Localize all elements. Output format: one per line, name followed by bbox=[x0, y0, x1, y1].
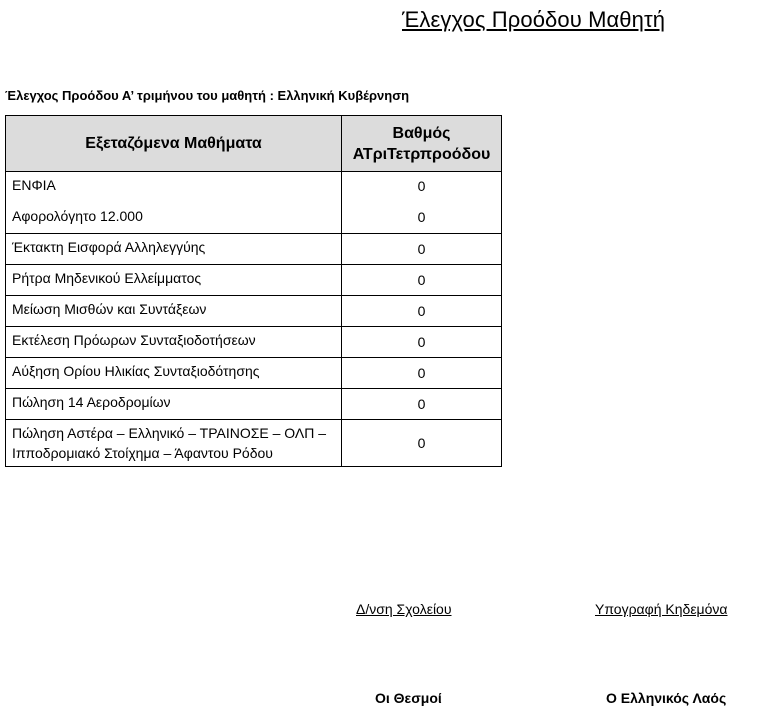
subject-cell: Εκτέλεση Πρόωρων Συνταξιοδοτήσεων bbox=[6, 327, 342, 358]
table-row bbox=[6, 172, 502, 201]
subject-cell: Ρήτρα Μηδενικού Ελλείμματος bbox=[6, 265, 342, 296]
table-row bbox=[6, 234, 502, 265]
subject-cell: ΕΝΦΙΑ bbox=[6, 172, 342, 201]
grade-cell: 0 bbox=[342, 265, 502, 296]
grade-cell: 0 bbox=[342, 234, 502, 265]
grade-header-line2: ΑΤριΤετρπροόδου bbox=[352, 145, 491, 163]
table-row bbox=[6, 200, 502, 234]
school-director-name: Οι Θεσμοί bbox=[375, 690, 442, 706]
progress-table bbox=[5, 115, 502, 467]
grade-column-header bbox=[342, 116, 502, 172]
table-row bbox=[6, 265, 502, 296]
grade-cell: 0 bbox=[342, 327, 502, 358]
table-row bbox=[6, 358, 502, 389]
subject-cell: Μείωση Μισθών και Συντάξεων bbox=[6, 296, 342, 327]
subject-cell: Πώληση Αστέρα – Ελληνικό – ΤΡΑΙΝΟΣΕ – ΟΛΠ – Ιπποδρομιακό Στοίχημα – Άφαντου Ρόδου bbox=[6, 420, 342, 467]
table-row bbox=[6, 389, 502, 420]
grade-cell: 0 bbox=[342, 389, 502, 420]
table-row bbox=[6, 327, 502, 358]
subject-cell: Αύξηση Ορίου Ηλικίας Συνταξιοδότησης bbox=[6, 358, 342, 389]
grade-cell: 0 bbox=[342, 172, 502, 201]
grade-cell: 0 bbox=[342, 420, 502, 467]
document-subtitle: Έλεγχος Προόδου Α’ τριμήνου του μαθητή : Ελληνική Κυβέρνηση bbox=[5, 88, 410, 103]
table-row bbox=[6, 420, 502, 467]
grade-header-line1: Βαθμός bbox=[392, 124, 451, 142]
grade-cell: 0 bbox=[342, 200, 502, 234]
guardian-signature-label: Υπογραφή Κηδεμόνα bbox=[595, 601, 728, 617]
grade-cell: 0 bbox=[342, 296, 502, 327]
table-header-row bbox=[6, 116, 502, 172]
subject-cell: Έκτακτη Εισφορά Αλληλεγγύης bbox=[6, 234, 342, 265]
document-title: Έλεγχος Προόδου Μαθητή bbox=[402, 7, 666, 32]
table-row bbox=[6, 296, 502, 327]
subject-column-header: Εξεταζόμενα Μαθήματα bbox=[6, 116, 342, 172]
school-director-label: Δ/νση Σχολείου bbox=[356, 601, 452, 617]
grade-cell: 0 bbox=[342, 358, 502, 389]
subject-cell: Πώληση 14 Αεροδρομίων bbox=[6, 389, 342, 420]
subject-cell: Αφορολόγητο 12.000 bbox=[6, 200, 342, 234]
guardian-name: Ο Ελληνικός Λαός bbox=[606, 690, 727, 706]
